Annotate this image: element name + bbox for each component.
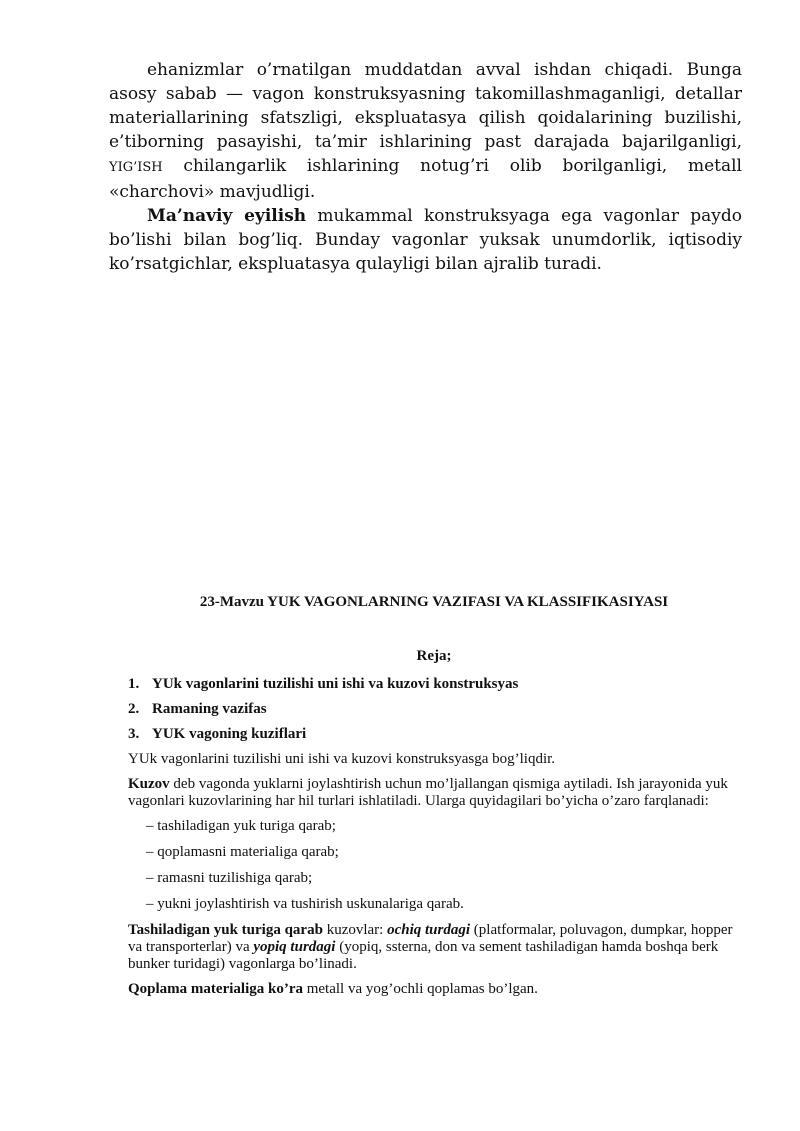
term-bold: Qoplama materialiga ko’ra [128,981,303,997]
paragraph-text: (platformalar, poluvagon, dumpkar, hopper va transporterlar) va [128,922,733,955]
plan-list [128,676,740,743]
kuzov-paragraph [128,776,740,810]
dash-item: – tashiladigan yuk turiga qarab; [146,818,336,834]
plan-item-number: 3. [128,726,140,742]
dash-item: – qoplamasni materialiga qarab; [146,844,339,860]
plan-item-text: Ramaning vazifas [152,701,267,717]
term-bold: Ma’naviy eyilish [147,206,307,226]
dash-item: – yukni joylashtirish va tushirish uskunalariga qarab. [146,896,464,912]
plan-item [128,701,740,718]
plan-item-number: 2. [128,701,140,717]
term-bold-italic: yopiq turdagi [253,939,336,955]
paragraph-text: kuzovlar: [322,922,388,938]
smallcaps-text: YIG’ISH [109,160,163,175]
dash-item: – ramasni tuzilishiga qarab; [146,870,313,886]
section-body [128,676,740,1006]
plan-item-text: YUK vagoning kuziflari [152,726,307,742]
paragraph-text: ehanizmlar o’rnatilgan muddatdan avval ishdan chiqadi. Bunga asosy sabab — vagon konstruksyasning takomillashmaganligi, detallar materiallarining sfatszligi, ekspluatasya qilish qoidalarining buzilishi, e’tiborning pasayishi, ta’mir ishlarining past darajada bajarilganligi, [109,60,742,152]
section-title: 23-Mavzu YUK VAGONLARNING VAZIFASI VA KLASSIFIKASIYASI [199,594,669,610]
paragraph-text: mukammal konstruksyaga ega vagonlar paydo bo’lishi bilan bog’liq. Bunday vagonlar yuksak unumdorlik, iqtisodiy ko’rsatgichlar, ekspluatasya qulayligi bilan ajralib turadi. [109,206,742,274]
plan-item-text: YUk vagonlarini tuzilishi uni ishi va kuzovi konstruksyas [152,676,519,692]
paragraph-moral-wear [109,204,742,276]
plan-heading: Reja; [416,648,452,664]
cladding-paragraph [128,981,740,998]
paragraph-wear [109,58,742,204]
plan-item [128,676,740,693]
plan-item-number: 1. [128,676,140,692]
cargo-type-paragraph [128,922,740,973]
paragraph-text: (yopiq, ssterna, don va sement tashiladigan hamda boshqa berk bunker turidagi) vagonlarga bo’linadi. [128,939,719,972]
plan-item [128,726,740,743]
intro-text [109,58,742,276]
paragraph-text-end: chilangarlik ishlarining notug’ri olib borilganligi, metall «charchovi» mavjudligi. [109,156,742,202]
paragraph-text: deb vagonda yuklarni joylashtirish uchun mo’ljallangan qismiga aytiladi. Ish jarayonida yuk vagonlari kuzovlarining har hil turlari ishlatiladi. Ularga quyidagilari bo’yicha o’zaro farqlanadi: [128,776,728,809]
paragraph-text: metall va yog’ochli qoplamas bo’lgan. [302,981,538,997]
body-line: YUk vagonlarini tuzilishi uni ishi va kuzovi konstruksyasga bog’liqdir. [128,751,556,767]
term-bold: Tashiladigan yuk turiga qarab [128,922,323,938]
term-bold: Kuzov [128,776,170,792]
term-bold-italic: ochiq turdagi [387,922,471,938]
